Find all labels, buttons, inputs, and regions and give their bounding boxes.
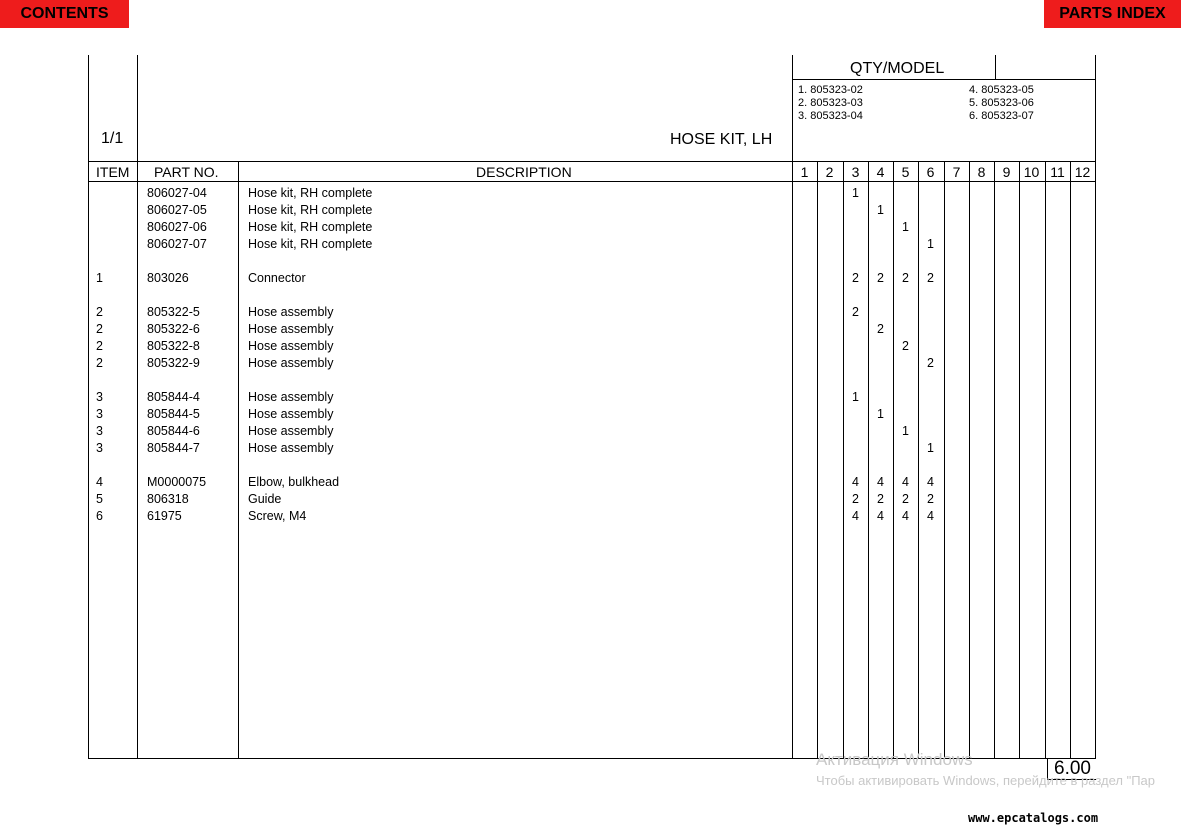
row-item-number: 3 [96, 407, 103, 421]
row-description: Elbow, bulkhead [248, 475, 340, 489]
row-item-number: 4 [96, 475, 103, 489]
qty-column-divider [969, 161, 970, 759]
qty-column-header: 3 [851, 164, 860, 180]
row-qty-value: 2 [927, 356, 934, 370]
row-part-number: 806027-04 [147, 186, 207, 200]
qty-column-header: 2 [825, 164, 834, 180]
qty-column-header: 4 [876, 164, 885, 180]
row-qty-value: 4 [927, 475, 934, 489]
qty-column-divider [944, 161, 945, 759]
row-description: Hose assembly [248, 424, 334, 438]
qty-column-header: 12 [1074, 164, 1091, 180]
row-description: Screw, M4 [248, 509, 307, 523]
qty-header-top-divider [995, 55, 996, 79]
qty-column-divider [1045, 161, 1046, 759]
row-part-number: 806318 [147, 492, 189, 506]
row-part-number: 805322-8 [147, 339, 200, 353]
row-qty-value: 1 [877, 407, 884, 421]
row-qty-value: 1 [902, 220, 909, 234]
qty-column-divider [843, 161, 844, 759]
windows-activation-text: Чтобы активировать Windows, перейдите в раздел "Пар [816, 773, 1156, 788]
contents-button[interactable]: CONTENTS [0, 0, 129, 28]
row-description: Hose assembly [248, 441, 334, 455]
row-part-number: 61975 [147, 509, 182, 523]
row-description: Hose kit, RH complete [248, 237, 373, 251]
model-list-item: 5. 805323-06 [969, 97, 1034, 109]
part-column-divider [238, 161, 239, 759]
row-description: Hose kit, RH complete [248, 203, 373, 217]
row-part-number: 805844-6 [147, 424, 200, 438]
row-description: Hose assembly [248, 407, 334, 421]
row-description: Hose assembly [248, 390, 334, 404]
row-part-number: M0000075 [147, 475, 207, 489]
row-description: Connector [248, 271, 306, 285]
row-part-number: 805844-5 [147, 407, 200, 421]
qty-column-header: 10 [1023, 164, 1040, 180]
qty-column-divider [893, 161, 894, 759]
row-item-number: 3 [96, 441, 103, 455]
row-description: Hose kit, RH complete [248, 220, 373, 234]
row-qty-value: 4 [852, 475, 859, 489]
model-list-item: 1. 805323-02 [798, 84, 863, 96]
row-description: Hose kit, RH complete [248, 186, 373, 200]
row-qty-value: 2 [877, 271, 884, 285]
row-part-number: 805322-5 [147, 305, 200, 319]
row-part-number: 803026 [147, 271, 189, 285]
qty-model-divider [792, 79, 1096, 80]
row-item-number: 2 [96, 322, 103, 336]
row-qty-value: 1 [902, 424, 909, 438]
qty-column-header: 1 [800, 164, 809, 180]
row-qty-value: 2 [877, 322, 884, 336]
page-number: 1/1 [101, 130, 124, 147]
page-title: HOSE KIT, LH [670, 131, 773, 148]
column-header-item: ITEM [96, 164, 130, 180]
row-qty-value: 1 [927, 441, 934, 455]
row-part-number: 806027-05 [147, 203, 207, 217]
row-description: Hose assembly [248, 322, 334, 336]
row-item-number: 2 [96, 339, 103, 353]
row-item-number: 1 [96, 271, 103, 285]
row-qty-value: 4 [902, 475, 909, 489]
row-item-number: 2 [96, 305, 103, 319]
row-part-number: 806027-07 [147, 237, 207, 251]
row-part-number: 806027-06 [147, 220, 207, 234]
parts-index-button[interactable]: PARTS INDEX [1044, 0, 1181, 28]
model-list-item: 3. 805323-04 [798, 110, 863, 122]
row-item-number: 3 [96, 390, 103, 404]
row-description: Hose assembly [248, 356, 334, 370]
qty-column-header: 5 [901, 164, 910, 180]
row-qty-value: 2 [877, 492, 884, 506]
row-part-number: 805844-4 [147, 390, 200, 404]
row-qty-value: 4 [877, 509, 884, 523]
qty-column-header: 9 [1002, 164, 1011, 180]
row-qty-value: 4 [927, 509, 934, 523]
row-qty-value: 4 [902, 509, 909, 523]
qty-column-divider [1070, 161, 1071, 759]
qty-column-header: 6 [926, 164, 935, 180]
column-header-part-no: PART NO. [154, 164, 219, 180]
row-qty-value: 4 [852, 509, 859, 523]
row-qty-value: 1 [852, 390, 859, 404]
row-part-number: 805322-6 [147, 322, 200, 336]
row-item-number: 2 [96, 356, 103, 370]
row-qty-value: 2 [902, 271, 909, 285]
model-list-item: 4. 805323-05 [969, 84, 1034, 96]
page-value: 6.00 [1054, 758, 1091, 779]
qty-column-divider [817, 161, 818, 759]
qty-column-header: 8 [977, 164, 986, 180]
row-qty-value: 2 [927, 271, 934, 285]
row-qty-value: 2 [927, 492, 934, 506]
row-part-number: 805844-7 [147, 441, 200, 455]
qty-column-divider [868, 161, 869, 759]
qty-column-header: 7 [952, 164, 961, 180]
windows-activation-title: Активация Windows [816, 750, 973, 769]
model-list-item: 2. 805323-03 [798, 97, 863, 109]
row-description: Hose assembly [248, 339, 334, 353]
qty-column-header: 11 [1050, 164, 1065, 180]
qty-model-label: QTY/MODEL [850, 60, 945, 77]
qty-column-divider [1019, 161, 1020, 759]
row-qty-value: 1 [852, 186, 859, 200]
row-item-number: 3 [96, 424, 103, 438]
row-qty-value: 2 [852, 492, 859, 506]
column-header-description: DESCRIPTION [476, 164, 572, 180]
row-qty-value: 4 [877, 475, 884, 489]
model-list-item: 6. 805323-07 [969, 110, 1034, 122]
row-description: Guide [248, 492, 282, 506]
row-qty-value: 1 [877, 203, 884, 217]
site-url[interactable]: www.epcatalogs.com [968, 811, 1099, 825]
row-item-number: 5 [96, 492, 103, 506]
row-part-number: 805322-9 [147, 356, 200, 370]
row-qty-value: 2 [852, 305, 859, 319]
qty-column-divider [994, 161, 995, 759]
row-qty-value: 2 [902, 339, 909, 353]
row-item-number: 6 [96, 509, 103, 523]
row-qty-value: 1 [927, 237, 934, 251]
row-qty-value: 2 [852, 271, 859, 285]
row-qty-value: 2 [902, 492, 909, 506]
row-description: Hose assembly [248, 305, 334, 319]
